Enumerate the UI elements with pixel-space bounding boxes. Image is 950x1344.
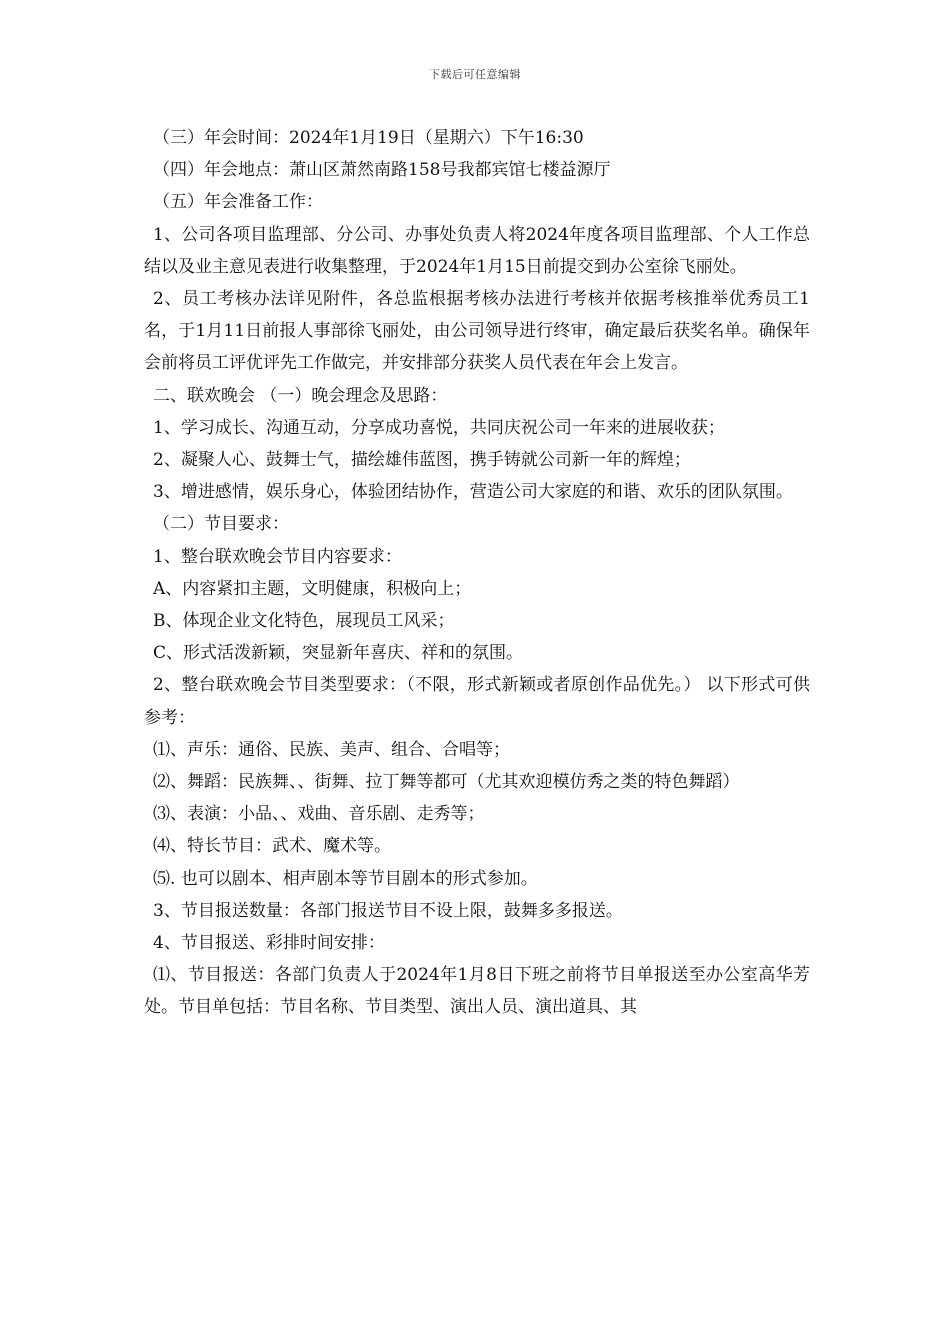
paragraph-preparation-item-1: 1、公司各项目监理部、分公司、办事处负责人将2024年度各项目监理部、个人工作总结以及业主意见表进行收集整理，于2024年1月15日前提交到办公室徐飞丽处。 xyxy=(144,224,810,277)
paragraph-content-requirements: 1、整台联欢晚会节目内容要求： xyxy=(153,546,402,567)
paragraph-concept-item-2: 2、凝聚人心、鼓舞士气，描绘雄伟蓝图，携手铸就公司新一年的辉煌； xyxy=(153,450,691,471)
paragraph-program-quantity: 3、节目报送数量：各部门报送节目不设上限，鼓舞多多报送。 xyxy=(153,900,623,921)
paragraph-type-script: ⑸. 也可以剧本、相声剧本等节目剧本的形式参加。 xyxy=(153,868,538,889)
paragraph-preparation-item-2: 2、员工考核办法详见附件，各总监根据考核办法进行考核并依据考核推举优秀员工1名，于1月11日前报人事部徐飞丽处，由公司领导进行终审，确定最后获奖名单。确保年会前将员工评优评先工作做完，并安排部分获奖人员代表在年会上发言。 xyxy=(144,289,810,374)
paragraph-requirement-c: C、形式活泼新颖，突显新年喜庆、祥和的氛围。 xyxy=(153,643,524,664)
document-body xyxy=(144,122,810,1024)
paragraph-requirement-b: B、体现企业文化特色，展现员工风采； xyxy=(153,611,455,632)
paragraph-party-heading: 二、联欢晚会 （一）晚会理念及思路： xyxy=(153,385,448,406)
paragraph-type-vocal: ⑴、声乐：通俗、民族、美声、组合、合唱等； xyxy=(153,739,510,760)
paragraph-preparation-heading: （五）年会准备工作： xyxy=(153,192,323,213)
paragraph-schedule-heading: 4、节目报送、彩排时间安排： xyxy=(153,933,385,954)
paragraph-type-performance: ⑶、表演：小品、、戏曲、音乐剧、走秀等； xyxy=(153,804,485,825)
paragraph-type-requirements: 2、整台联欢晚会节目类型要求：（不限，形式新颖或者原创作品优先。） 以下形式可供参考： xyxy=(144,675,810,728)
paragraph-concept-item-3: 3、增进感情，娱乐身心，体验团结协作，营造公司大家庭的和谐、欢乐的团队氛围。 xyxy=(153,482,793,503)
paragraph-type-specialty: ⑷、特长节目：武术、魔术等。 xyxy=(153,836,391,857)
paragraph-concept-item-1: 1、学习成长、沟通互动，分享成功喜悦，共同庆祝公司一年来的进展收获； xyxy=(153,417,725,438)
paragraph-type-dance: ⑵、舞蹈：民族舞、、街舞、拉丁舞等都可（尤其欢迎模仿秀之类的特色舞蹈） xyxy=(153,772,740,793)
paragraph-requirement-a: A、内容紧扣主题，文明健康，积极向上； xyxy=(153,578,472,599)
paragraph-annual-meeting-venue: （四）年会地点：萧山区萧然南路158号我都宾馆七楼益源厅 xyxy=(153,160,611,181)
paragraph-annual-meeting-time: （三）年会时间：2024年1月19日（星期六）下午16:30 xyxy=(153,128,584,148)
paragraph-program-submission: ⑴、节目报送：各部门负责人于2024年1月8日下班之前将节目单报送至办公室高华芳处。节目单包括：节目名称、节目类型、演出人员、演出道具、其 xyxy=(144,965,810,1018)
paragraph-program-requirements-heading: （二）节目要求： xyxy=(153,514,289,535)
page-header: 下载后可任意编辑 xyxy=(429,68,521,81)
